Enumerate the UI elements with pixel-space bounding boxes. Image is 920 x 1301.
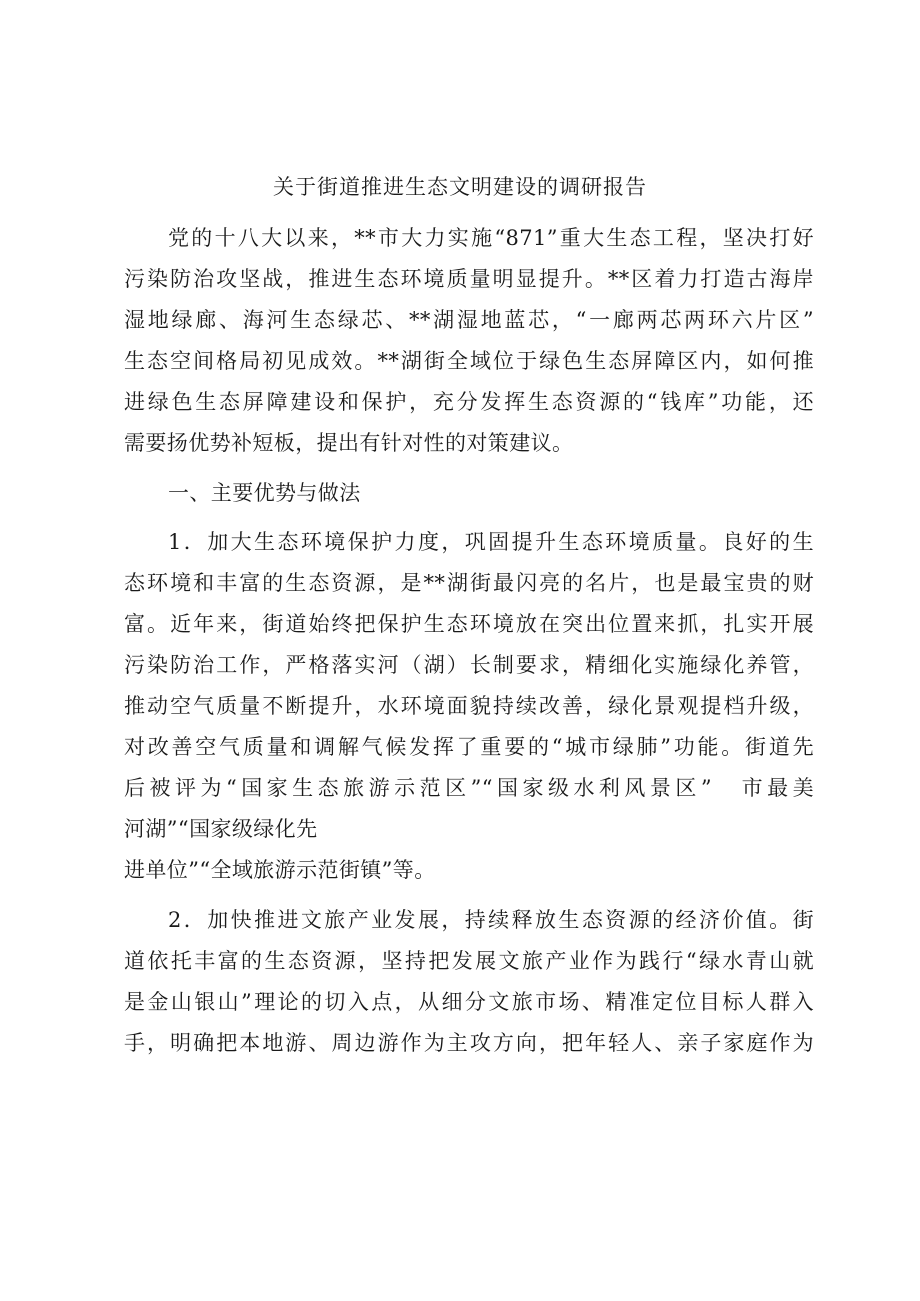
paragraph-line: 湿地绿廊、海河生态绿芯、**湖湿地蓝芯，“一廊两芯两环六片区” (124, 308, 814, 333)
paragraph-line: 后被评为“国家生态旅游示范区”“国家级水利风景区” 市最美 (124, 776, 814, 801)
paragraph-line: 对改善空气质量和调解气候发挥了重要的“城市绿肺”功能。街道先 (124, 735, 814, 760)
paragraph-line: 进单位”“全域旅游示范街镇”等。 (124, 858, 436, 883)
item-1-paragraph (124, 522, 814, 892)
paragraph-line: 推动空气质量不断提升，水环境面貌持续改善，绿化景观提档升级， (124, 694, 814, 719)
paragraph-line: 需要扬优势补短板，提出有针对性的对策建议。 (124, 431, 574, 456)
paragraph-line: 手，明确把本地游、周边游作为主攻方向，把年轻人、亲子家庭作为 (124, 1030, 814, 1055)
paragraph-line: 河湖”“国家级绿化先 (124, 817, 318, 842)
paragraph-line: 污染防治攻坚战，推进生态环境质量明显提升。**区着力打造古海岸 (124, 267, 814, 292)
paragraph-line: 是金山银山”理论的切入点，从细分文旅市场、精准定位目标人群入 (124, 989, 814, 1014)
paragraph-line: 1．加大生态环境保护力度，巩固提升生态环境质量。良好的生 (168, 529, 814, 554)
paragraph-line: 进绿色生态屏障建设和保护，充分发挥生态资源的“钱库”功能，还 (124, 390, 814, 415)
section-heading: 一、主要优势与做法 (168, 480, 361, 505)
paragraph-line: 态环境和丰富的生态资源，是**湖街最闪亮的名片，也是最宝贵的财 (124, 570, 814, 595)
paragraph-line: 2．加快推进文旅产业发展，持续释放生态资源的经济价值。街 (168, 907, 814, 932)
paragraph-line: 污染防治工作，严格落实河（湖）长制要求，精细化实施绿化养管， (124, 652, 814, 677)
paragraph-line: 富。近年来，街道始终把保护生态环境放在突出位置来抓，扎实开展 (124, 611, 814, 636)
intro-paragraph (124, 218, 814, 465)
document-body (124, 218, 814, 1064)
paragraph-line: 党的十八大以来，**市大力实施“871”重大生态工程，坚决打好 (168, 226, 814, 250)
document-title: 关于街道推进生态文明建设的调研报告 (273, 175, 647, 199)
paragraph-line: 生态空间格局初见成效。**湖街全域位于绿色生态屏障区内，如何推 (124, 349, 814, 374)
item-2-paragraph (124, 900, 814, 1064)
paragraph-line: 道依托丰富的生态资源，坚持把发展文旅产业作为践行“绿水青山就 (124, 948, 814, 973)
